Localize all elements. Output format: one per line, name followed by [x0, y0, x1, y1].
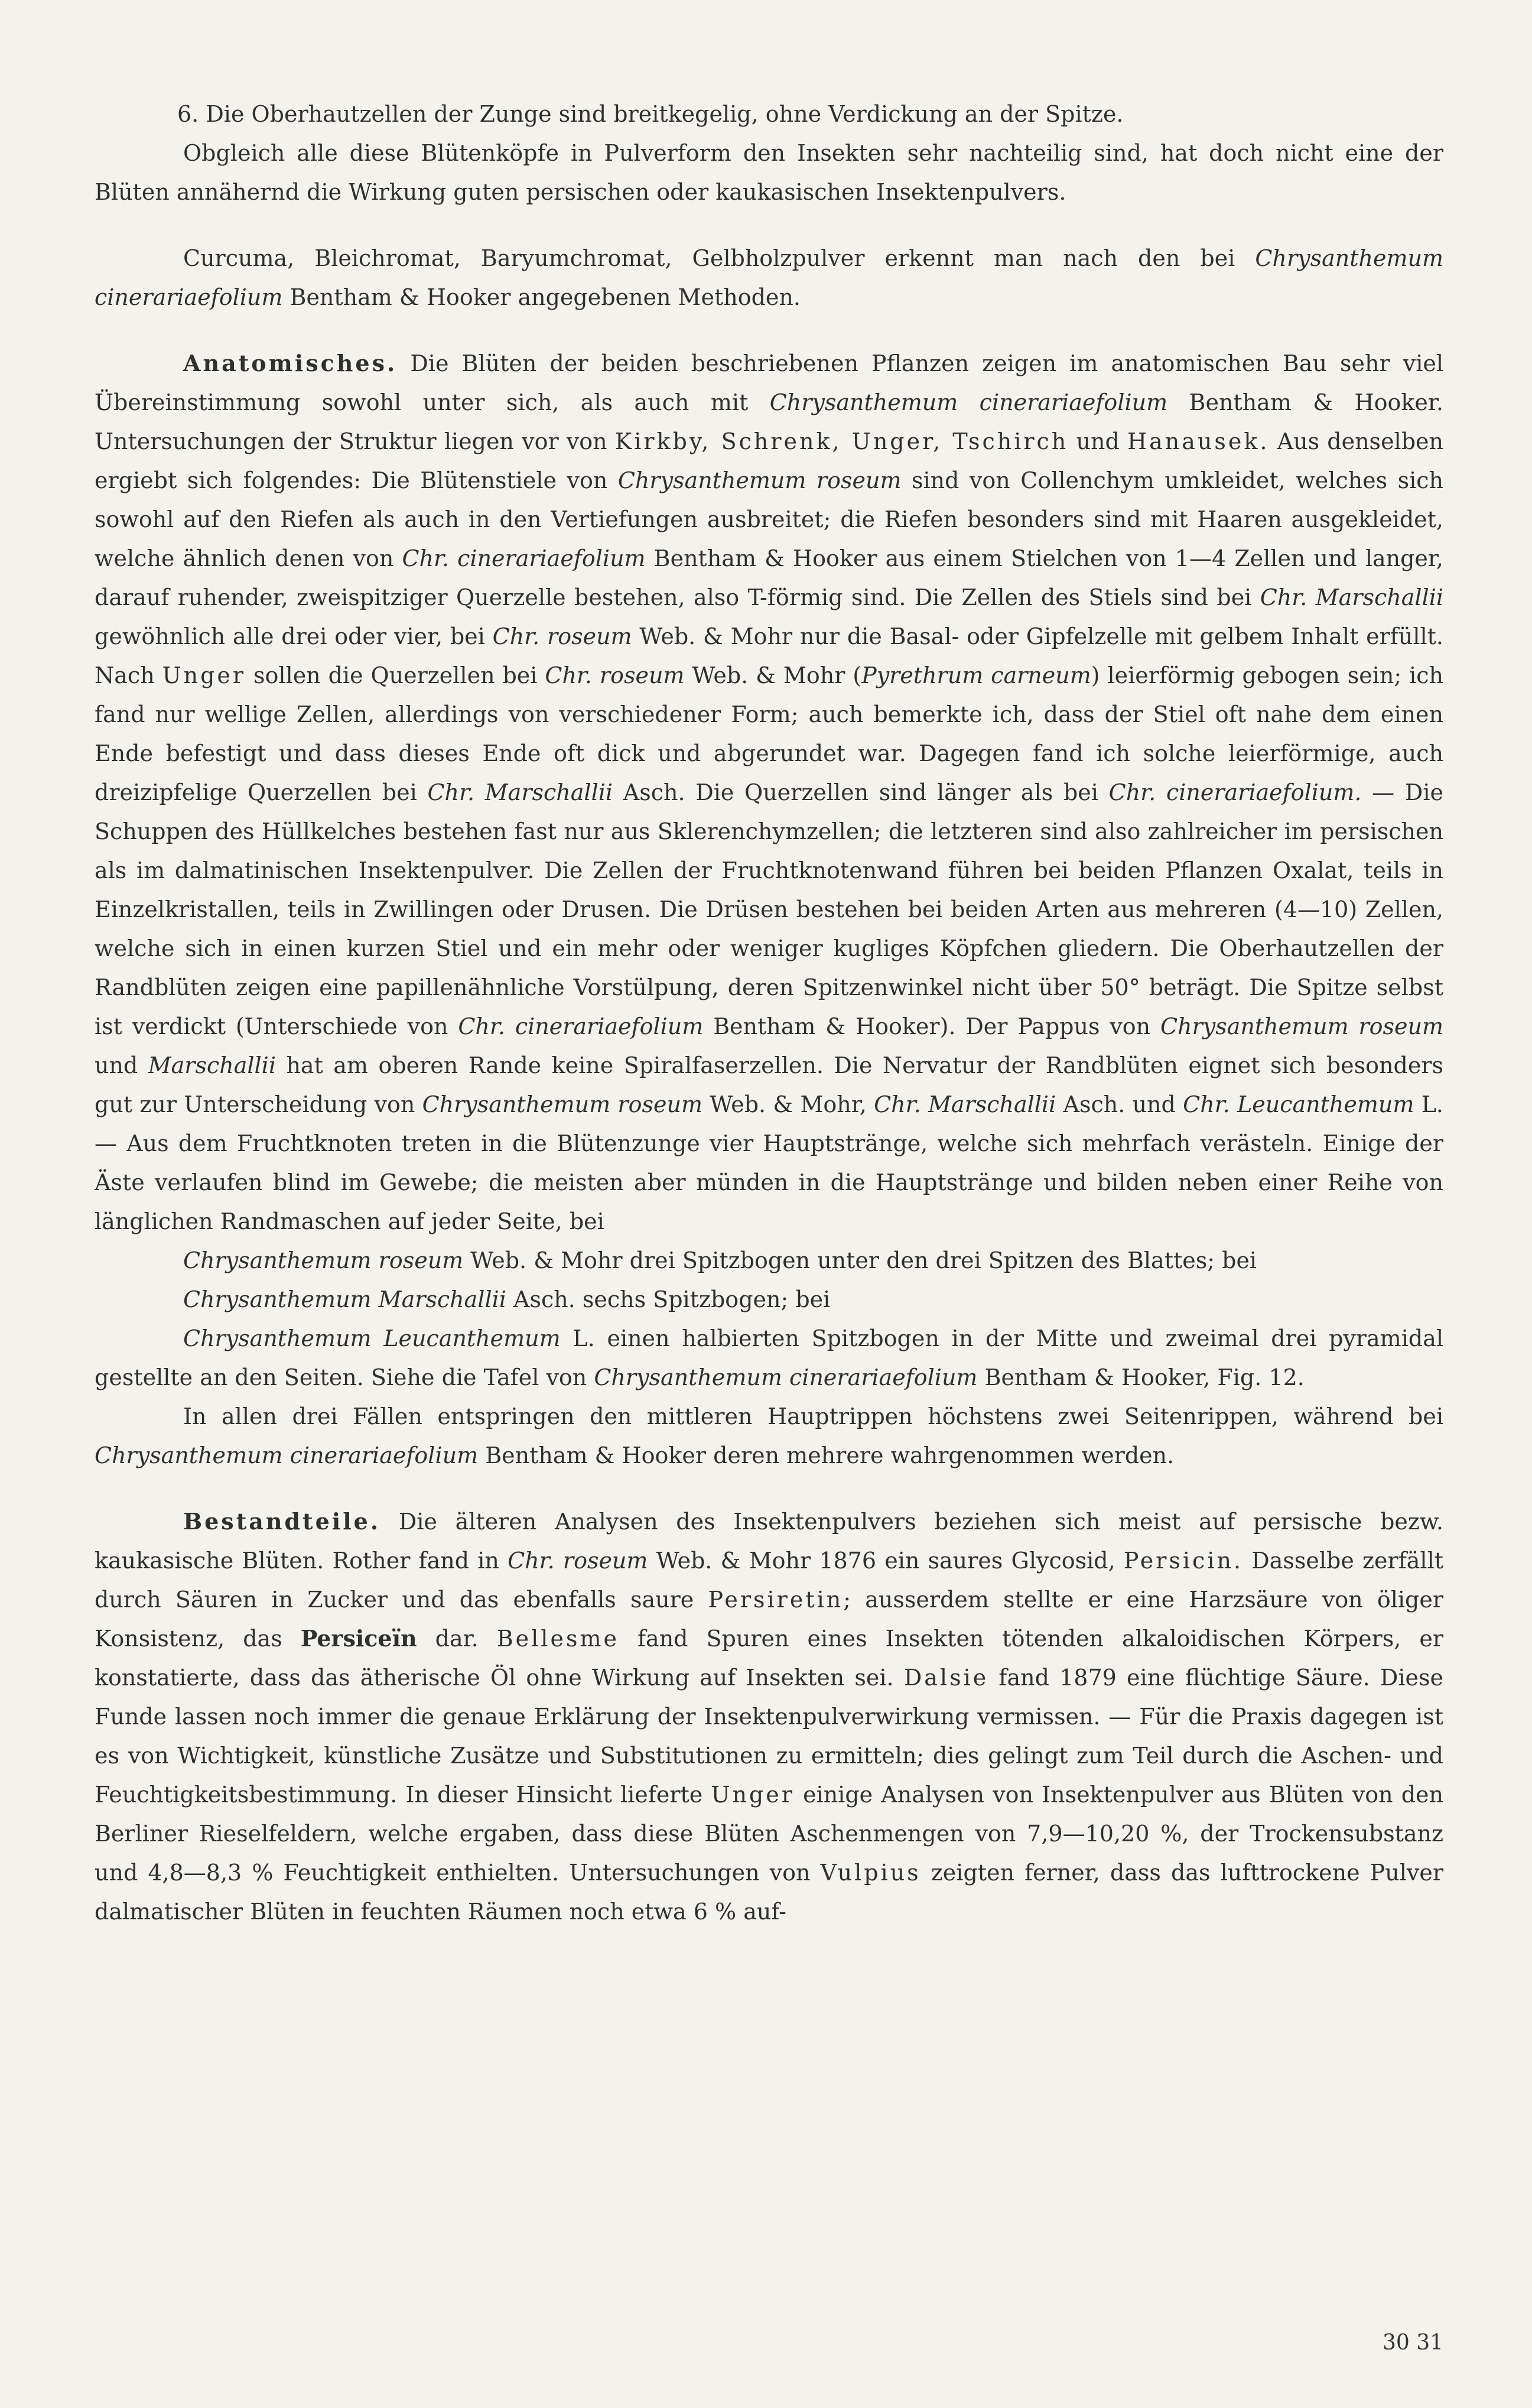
page-number: 30 31 [1382, 2331, 1443, 2355]
paragraph-roseum: Chrysanthemum roseum Web. & Mohr drei Spitzbogen unter den drei Spitzen des Blattes; bei [183, 1247, 1257, 1273]
section-heading-anatomisches: Anatomisches. [183, 350, 398, 376]
paragraph-obgleich: Obgleich alle diese Blütenköpfe in Pulverform den Insekten sehr nachteilig sind, hat doch nicht eine der Blüten annähernd die Wirkung guten persischen oder kaukasischen Insektenpulvers. [95, 140, 1443, 205]
paragraph-leucanthemum: Chrysanthemum Leucanthemum L. einen halbierten Spitzbogen in der Mitte und zweimal drei pyramidal gestellte an den Seiten. Siehe die Tafel von Chrysanthemum cinerariaefolium Bentham & Hooker, Fig. 12. [95, 1325, 1443, 1390]
paragraph-bestandteile: Bestandteile. Die älteren Analysen des Insektenpulvers beziehen sich meist auf persische bezw. kaukasische Blüten. Rother fand in Chr. roseum Web. & Mohr 1876 ein saures Glycosid, Persicin. Dasselbe zerfällt durch Säuren in Zucker und das ebenfalls saure Persiretin; ausserdem stellte er eine Harzsäure von öliger Konsistenz, das Persiceïn dar. Bellesme fand Spuren eines Insekten tötenden alkaloidischen Körpers, er konstatierte, dass das ätherische Öl ohne Wirkung auf Insekten sei. Dalsie fand 1879 eine flüchtige Säure. Diese Funde lassen noch immer die genaue Erklärung der Insektenpulverwirkung vermissen. — Für die Praxis dagegen ist es von Wichtigkeit, künstliche Zusätze und Substitutionen zu ermitteln; dies gelingt zum Teil durch die Aschen- und Feuchtigkeitsbestimmung. In dieser Hinsicht lieferte Unger einige Analysen von Insektenpulver aus Blüten von den Berliner Rieselfeldern, welche ergaben, dass diese Blüten Aschenmengen von 7,9—10,20 %, der Trockensubstanz und 4,8—8,3 % Feuchtigkeit enthielten. Untersuchungen von Vulpius zeigten ferner, dass das lufttrockene Pulver dalmatischer Blüten in feuchten Räumen noch etwa 6 % auf- [95, 1508, 1444, 1925]
paragraph-curcuma: Curcuma, Bleichromat, Baryumchromat, Gelbholzpulver erkennt man nach den bei Chrysanthemum cinerariaefolium Bentham & Hooker angegebenen Methoden. [95, 245, 1443, 310]
paragraph-in-allen: In allen drei Fällen entspringen den mittleren Hauptrippen höchstens zwei Seitenrippen, während bei Chrysanthemum cinerariaefolium Bentham & Hooker deren mehrere wahrgenommen werden. [95, 1403, 1443, 1468]
section-heading-bestandteile: Bestandteile. [183, 1508, 381, 1535]
paragraph-item-6: 6. Die Oberhautzellen der Zunge sind breitkegelig, ohne Verdickung an der Spitze. [177, 101, 1124, 127]
paragraph-marschallii: Chrysanthemum Marschallii Asch. sechs Spitzbogen; bei [183, 1286, 831, 1312]
paragraph-anatomisches: Anatomisches. Die Blüten der beiden beschriebenen Pflanzen zeigen im anatomischen Bau sehr viel Übereinstimmung sowohl unter sich, als auch mit Chrysanthemum cinerariaefolium Bentham & Hooker. Untersuchungen der Struktur liegen vor von Kirkby, Schrenk, Unger, Tschirch und Hanausek. Aus denselben ergiebt sich folgendes: Die Blütenstiele von Chrysanthemum roseum sind von Collenchym umkleidet, welches sich sowohl auf den Riefen als auch in den Vertiefungen ausbreitet; die Riefen besonders sind mit Haaren ausgekleidet, welche ähnlich denen von Chr. cinerariaefolium Bentham & Hooker aus einem Stielchen von 1—4 Zellen und langer, darauf ruhender, zweispitziger Querzelle bestehen, also T-förmig sind. Die Zellen des Stiels sind bei Chr. Marschallii gewöhnlich alle drei oder vier, bei Chr. roseum Web. & Mohr nur die Basal- oder Gipfelzelle mit gelbem Inhalt erfüllt. Nach Unger sollen die Querzellen bei Chr. roseum Web. & Mohr (Pyrethrum carneum) leierförmig gebogen sein; ich fand nur wellige Zellen, allerdings von verschiedener Form; auch bemerkte ich, dass der Stiel oft nahe dem einen Ende befestigt und dass dieses Ende oft dick und abgerundet war. Dagegen fand ich solche leierförmige, auch dreizipfelige Querzellen bei Chr. Marschallii Asch. Die Querzellen sind länger als bei Chr. cinerariaefolium. — Die Schuppen des Hüllkelches bestehen fast nur aus Sklerenchymzellen; die letzteren sind also zahlreicher im persischen als im dalmatinischen Insektenpulver. Die Zellen der Fruchtknotenwand führen bei beiden Pflanzen Oxalat, teils in Einzelkristallen, teils in Zwillingen oder Drusen. Die Drüsen bestehen bei beiden Arten aus mehreren (4—10) Zellen, welche sich in einen kurzen Stiel und ein mehr oder weniger kugliges Köpfchen gliedern. Die Oberhautzellen der Randblüten zeigen eine papillenähnliche Vorstülpung, deren Spitzenwinkel nicht über 50° beträgt. Die Spitze selbst ist verdickt (Unterschiede von Chr. cinerariaefolium Bentham & Hooker). Der Pappus von Chrysanthemum roseum und Marschallii hat am oberen Rande keine Spiralfaserzellen. Die Nervatur der Randblüten eignet sich besonders gut zur Unterscheidung von Chrysanthemum roseum Web. & Mohr, Chr. Marschallii Asch. und Chr. Leucanthemum L. — Aus dem Fruchtknoten treten in die Blütenzunge vier Hauptstränge, welche sich mehrfach verästeln. Einige der Äste verlaufen blind im Gewebe; die meisten aber münden in die Hauptstränge und bilden neben einer Reihe von länglichen Randmaschen auf jeder Seite, bei [95, 350, 1444, 1234]
